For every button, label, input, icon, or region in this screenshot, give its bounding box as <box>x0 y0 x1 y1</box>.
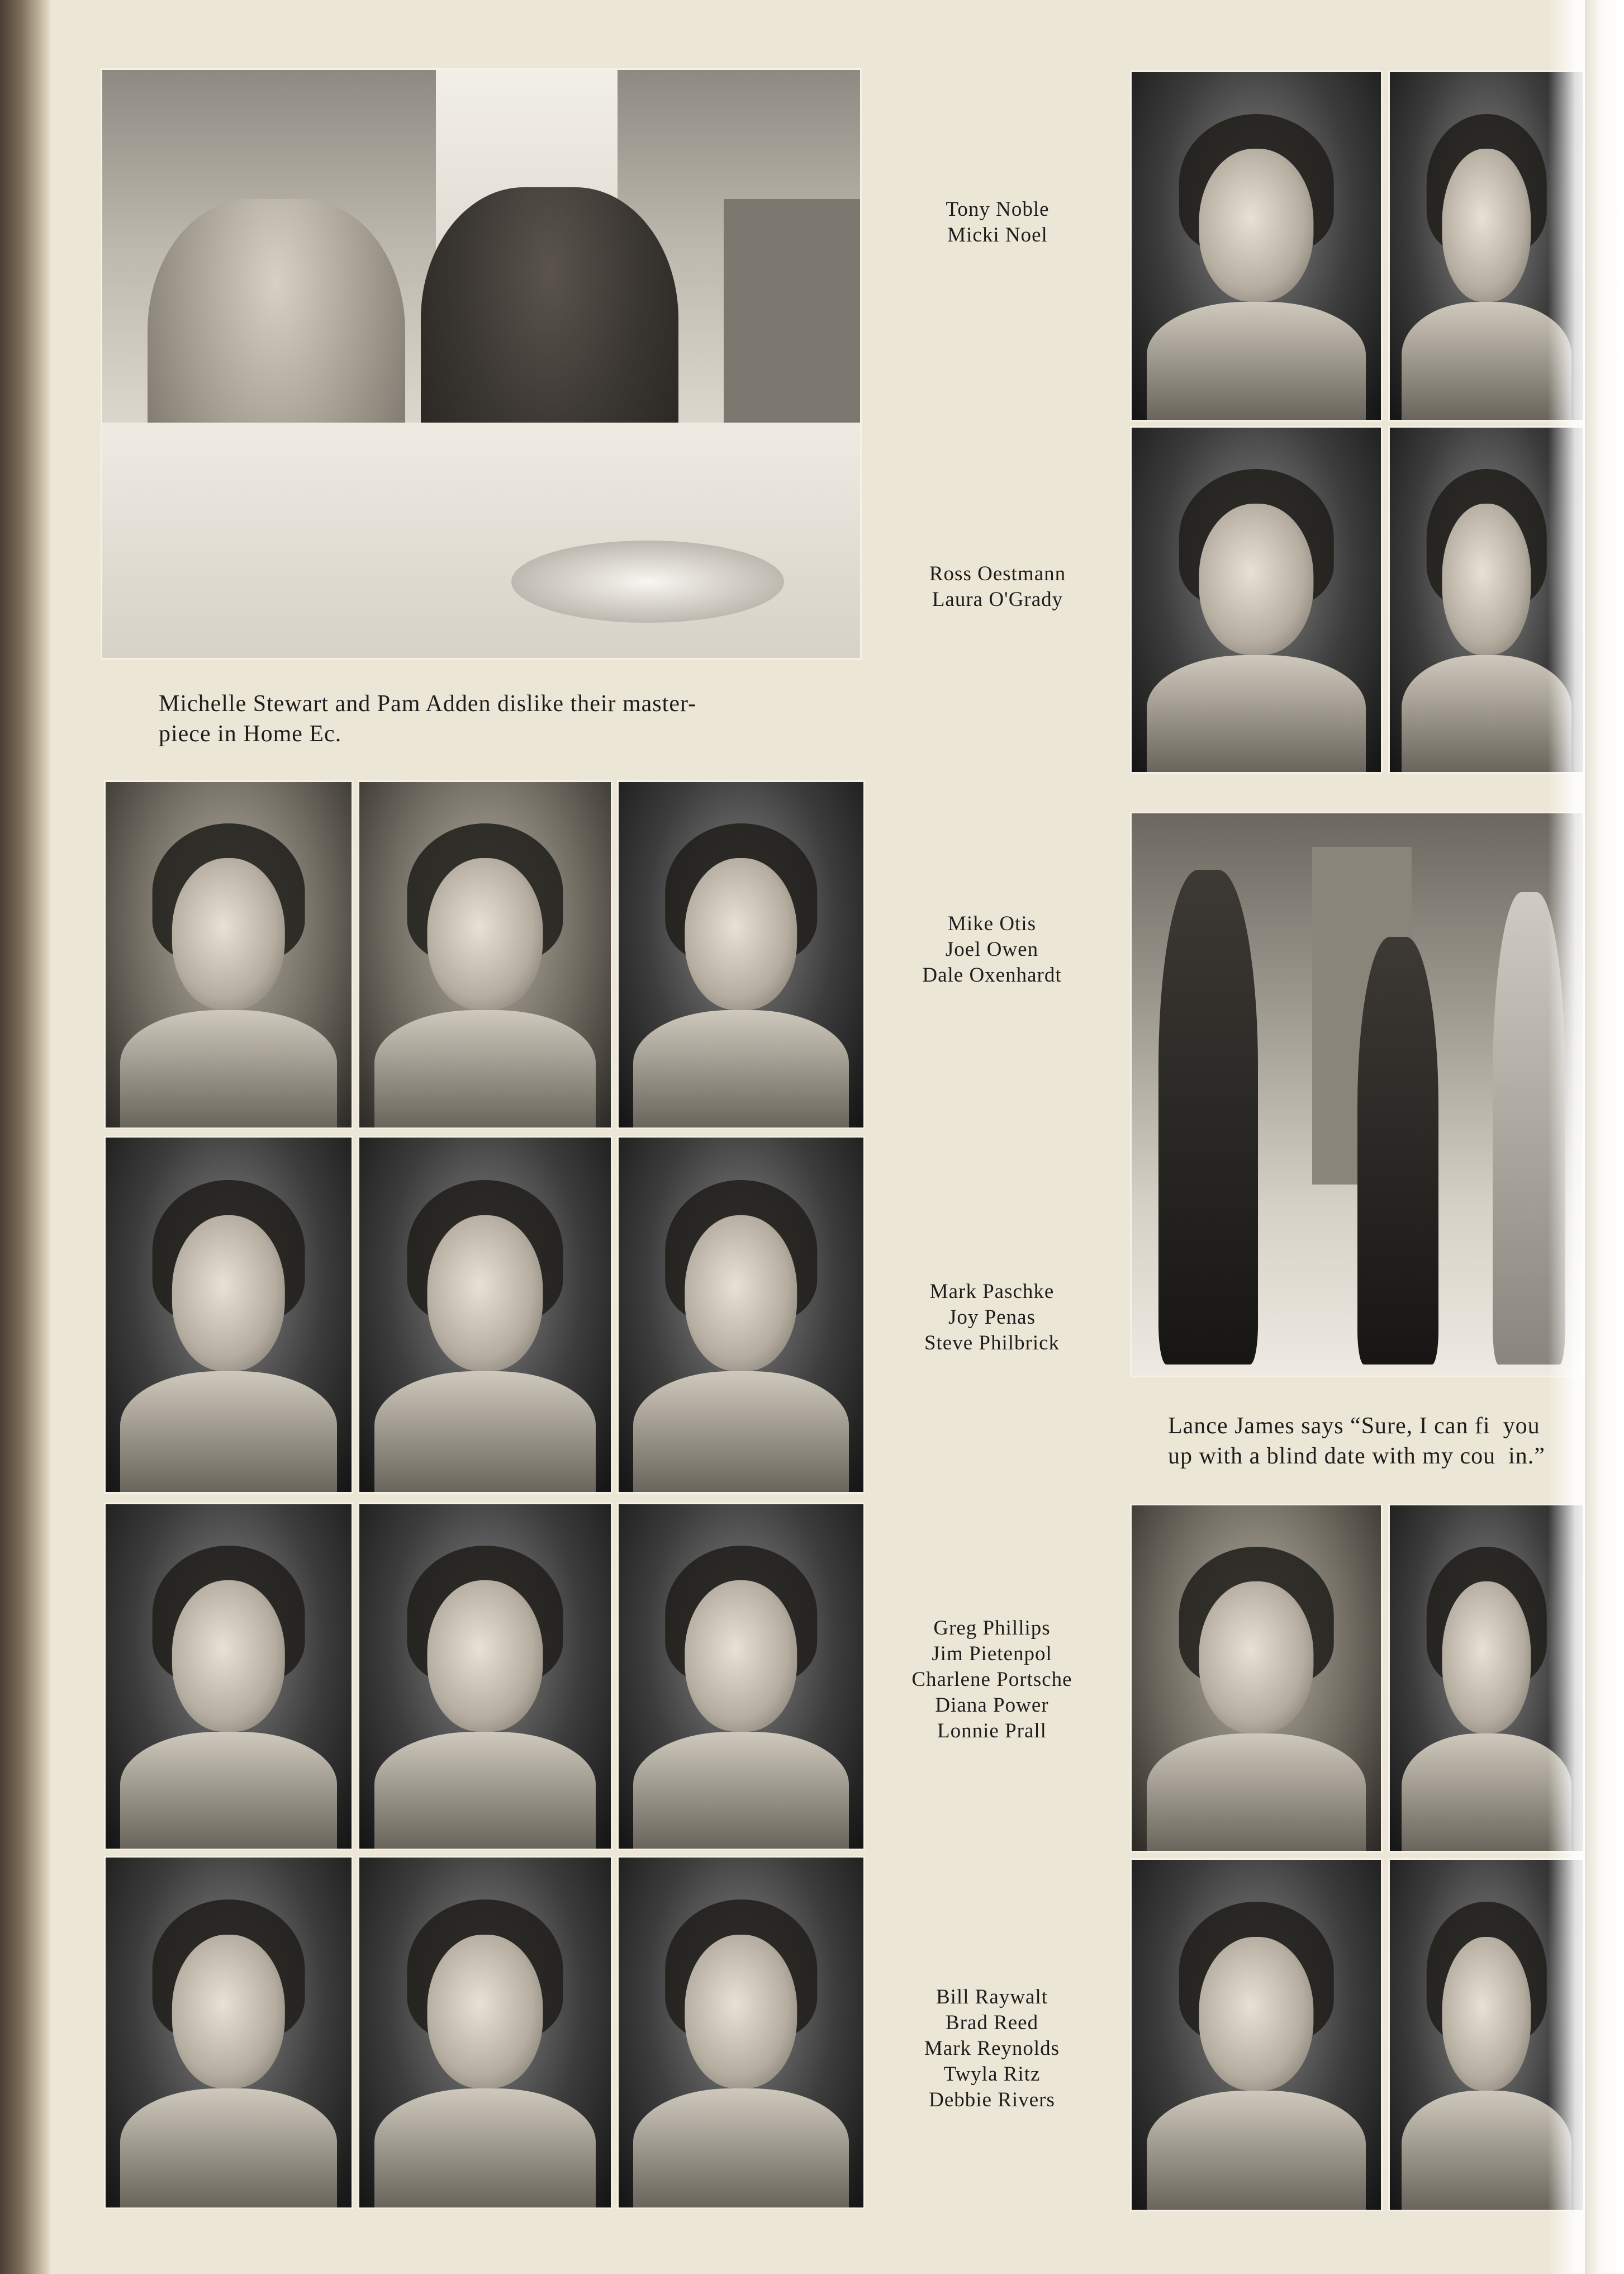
student-name: Tony Noble <box>946 198 1050 221</box>
student-name: Joel Owen <box>945 938 1039 961</box>
caption-line: Michelle Stewart and Pam Adden dislike their master- <box>159 691 697 717</box>
portrait-mark-paschke <box>104 1136 353 1494</box>
student-name: Diana Power <box>935 1694 1049 1717</box>
student-name: Debbie Rivers <box>929 2088 1055 2111</box>
portrait-brad-reed <box>358 1856 612 2209</box>
portrait-diana-power <box>1130 1504 1383 1853</box>
student-name: Bill Raywalt <box>936 1986 1048 2008</box>
student-name: Jim Pietenpol <box>932 1642 1052 1665</box>
name-list-noble-noel <box>889 197 1107 248</box>
name-list-phillips-prall <box>883 1616 1101 1744</box>
student-name: Steve Philbrick <box>924 1332 1060 1354</box>
portrait-twyla-ritz <box>1130 1858 1383 2211</box>
student-name: Mike Otis <box>947 912 1037 935</box>
name-list-paschke-philbrick <box>883 1279 1101 1356</box>
name-list-oestmann-ogrady <box>889 561 1107 613</box>
portrait-greg-phillips <box>104 1503 353 1850</box>
page-edge <box>1585 0 1624 2274</box>
student-name: Dale Oxenhardt <box>922 964 1062 987</box>
portrait-mike-otis <box>104 780 353 1129</box>
portrait-jim-pietenpol <box>358 1503 612 1850</box>
home-ec-photo <box>101 68 862 660</box>
student-name: Ross Oestmann <box>929 562 1066 585</box>
book-spine-shadow <box>0 0 51 2274</box>
portrait-joel-owen <box>358 780 612 1129</box>
student-name: Greg Phillips <box>933 1617 1051 1640</box>
hallway-photo <box>1130 812 1585 1377</box>
student-name: Laura O'Grady <box>932 588 1063 611</box>
hallway-caption <box>1168 1411 1593 1471</box>
home-ec-caption <box>159 689 863 749</box>
student-name: Lonnie Prall <box>937 1719 1047 1742</box>
portrait-steve-philbrick <box>617 1136 865 1494</box>
portrait-tony-noble <box>1130 70 1383 421</box>
caption-line: piece in Home Ec. <box>159 721 342 747</box>
portrait-mark-reynolds <box>617 1856 865 2209</box>
portrait-bill-raywalt <box>104 1856 353 2209</box>
name-list-otis-oxenhardt <box>883 911 1101 988</box>
student-name: Mark Paschke <box>929 1280 1055 1303</box>
student-name: Brad Reed <box>945 2011 1039 2034</box>
student-name: Micki Noel <box>947 224 1048 247</box>
student-name: Joy Penas <box>948 1306 1036 1329</box>
portrait-charlene-portsche <box>617 1503 865 1850</box>
student-name: Twyla Ritz <box>943 2063 1041 2086</box>
name-list-raywalt-rivers <box>883 1984 1101 2113</box>
student-name: Charlene Portsche <box>911 1668 1072 1691</box>
portrait-dale-oxenhardt <box>617 780 865 1129</box>
portrait-joy-penas <box>358 1136 612 1494</box>
caption-line: Lance James says “Sure, I can fi you <box>1168 1413 1540 1439</box>
portrait-ross-oestmann <box>1130 426 1383 774</box>
student-name: Mark Reynolds <box>924 2037 1060 2060</box>
caption-line: up with a blind date with my cou in.” <box>1168 1443 1545 1469</box>
